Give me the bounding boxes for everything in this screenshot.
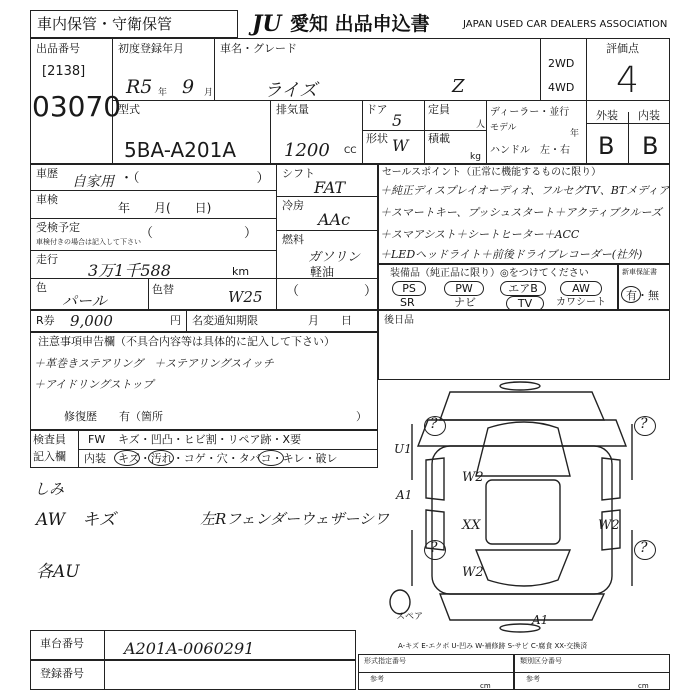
naisou-label: 内装 [84,452,106,465]
handle-label: ハンドル 左・右 [490,145,570,156]
name-change-md: 月 日 [308,314,352,327]
rear-seat-label: 後日品 [384,315,414,326]
fuel-diesel: 軽油 [310,265,335,279]
mileage-value: 3万1千588 [88,261,171,280]
mark-w2-right: W2 [598,518,620,533]
mark-a1-bottom: A1 [532,613,549,627]
km-unit: km [232,265,250,278]
sales-point-2: ＋スマートキー、プッシュスタート＋アクティブクルーズ [380,206,662,219]
lot-small: [2138] [42,64,86,79]
recycle-label: R券 [36,314,55,327]
reg-month: 9 [182,76,195,98]
model-year-unit: 年 [570,129,580,139]
notes-title: 注意事項申告欄（不具合内容等は具体的に記入して下さい） [38,335,335,348]
mark-xx: XX [462,518,481,533]
dealer-label: ディーラー・並行 [490,107,570,118]
score-value: 4 [616,60,639,101]
tire-rl-mark: ? [430,540,438,556]
model-year-label: モデル [490,123,517,133]
rear-seat-box [378,310,670,380]
year-unit: 年 [158,88,168,98]
spare-label: スペア [396,612,424,622]
equip-airbag: エアB [500,281,546,296]
fuel-label: 燃料 [282,233,304,246]
brand-title: 愛知 出品申込書 [290,13,430,35]
chassis-label: 車台番号 [40,637,84,650]
recycle-value: 9,000 [70,312,113,330]
registration-label: 登録番号 [40,667,84,680]
shift-value: FAT [314,178,346,197]
entry-label: 記入欄 [33,450,66,463]
load-label: 積載 [428,132,450,145]
cooler-label: 冷房 [282,199,304,212]
ju-logo: JU [252,11,282,37]
mark-w2-front: W2 [462,470,484,485]
remark-1: しみ [34,480,65,498]
grade: Z [452,76,465,97]
form-ref-label: 参考 [370,675,384,683]
first-reg-label: 初度登録年月 [118,42,184,55]
note-1: ＋革巻きステアリング ＋ステアリングスイッチ [34,357,274,370]
circle-yogore [148,450,174,466]
history-parens: ・（ ） [120,171,270,186]
lot-number-label: 出品番号 [36,42,80,55]
class-no-label: 類別区分番号 [520,657,562,665]
note-2: ＋アイドリングストップ [34,378,154,391]
sales-point-3: ＋スマアシスト＋シートヒーター＋ACC [380,228,580,241]
drive-2wd: 2WD [548,57,575,70]
mileage-label: 走行 [36,253,58,266]
equipment-label: 装備品（純正品に限り）◎をつけてください [390,268,589,279]
damage-legend: A-キズ E-エクボ U-凹み W-補修跡 S-サビ C-腐食 XX-交換済 [398,642,588,650]
remark-3: 左Rフェンダーウェザーシワ [200,510,390,528]
interior-label: 内装 [638,109,660,122]
form-no-label: 形式指定番号 [364,657,406,665]
inspection-ym: 年 月( 日) [118,201,212,215]
warranty-label: 新車保証書 [622,268,657,276]
displacement-value: 1200 [284,140,330,161]
equip-seat: カワシート [556,297,606,308]
equip-tv: TV [506,296,544,311]
color-change-label: 色替 [152,283,174,296]
sales-point-1: ＋純正ディスプレイオーディオ、フルセグTV、BTメディア [380,184,670,197]
history-value: 自家用 [72,174,114,190]
repair-label: 修復歴 有（箇所 [64,410,163,423]
equip-ps: PS [392,281,426,296]
defects-1: キズ・凹凸・ヒビ割・リペア跡・X要 [118,433,302,446]
storage-label: 車内保管・守衛保管 [37,15,173,33]
equip-aw: AW [560,281,602,296]
cooler-value: AAc [318,210,351,229]
inspection-label: 車検 [36,193,58,206]
equip-pw: PW [444,281,484,296]
pending-note: 車検付きの場合は記入して下さい [36,238,141,246]
model-value: 5BA-A201A [124,138,237,162]
shape-label: 形状 [366,132,388,145]
inspector-label: 検査員 [33,433,66,446]
pending-label: 受検予定 [36,221,80,234]
class-ref-label: 参考 [526,675,540,683]
doors-label: ドア [366,103,388,116]
kg-unit: kg [470,152,481,162]
warranty-circle [621,286,641,303]
reg-year: R5 [126,76,153,98]
circle-kizu [114,450,140,466]
drive-4wd: 4WD [548,81,575,94]
mark-u1: U1 [394,442,412,456]
score-label: 評価点 [606,42,639,55]
fw-label: FW [88,433,106,446]
history-label: 車歴 [36,167,58,180]
pending-parens: （ ） [140,226,258,241]
equip-navi: ナビ [454,296,476,309]
tire-rr-mark: ? [640,540,648,556]
mark-a1-side: A1 [396,488,413,502]
circle-tabako [258,450,284,466]
repair-paren-close: ） [356,410,367,423]
defects-2: キズ・汚れ・コゲ・穴・タバコ・キレ・破レ [118,452,338,465]
remark-4: 各AU [36,562,80,582]
exterior-grade: B [598,132,615,160]
remark-2: AW キズ [36,510,116,530]
displacement-label: 排気量 [276,103,309,116]
car-name: ライズ [264,80,318,101]
fuel-parens: （ ） [286,284,378,299]
exterior-label: 外装 [596,109,618,122]
month-unit: 月 [204,88,214,98]
yen-unit: 円 [170,314,181,327]
tire-fl-mark: ? [430,416,438,432]
lot-big: 03070 [32,90,122,123]
fuel-gas: ガソリン [308,250,361,265]
person-unit: 人 [476,120,486,130]
color-label: 色 [36,281,47,294]
car-diagram [380,380,670,640]
color-value: パール [62,292,107,310]
sales-points-label: セールスポイント（正常に機能するものに限り） [382,167,602,178]
interior-grade: B [642,132,659,160]
color-code: W25 [228,288,263,306]
model-label: 型式 [118,103,140,116]
tire-fr-mark: ? [640,416,648,432]
capacity-label: 定員 [428,103,450,116]
doors-value: 5 [392,111,403,130]
equip-sr: SR [400,296,415,309]
sales-point-4: ＋LEDヘッドライト＋前後ドライブレコーダー(社外) [380,248,643,261]
form-cm: cm [480,682,491,690]
warranty-choice: 有・無 [626,289,659,302]
storage-label-box [30,10,238,38]
shape-value: W [392,136,409,155]
chassis-value: A201A-0060291 [124,639,255,658]
car-name-label: 車名・グレード [220,42,297,55]
cc-unit: CC [344,146,357,156]
class-cm: cm [638,682,649,690]
shift-label: シフト [282,167,315,180]
association-name: JAPAN USED CAR DEALERS ASSOCIATION [463,19,668,30]
mark-w2-rear: W2 [462,565,484,580]
name-change-label: 名変通知期限 [192,314,258,327]
